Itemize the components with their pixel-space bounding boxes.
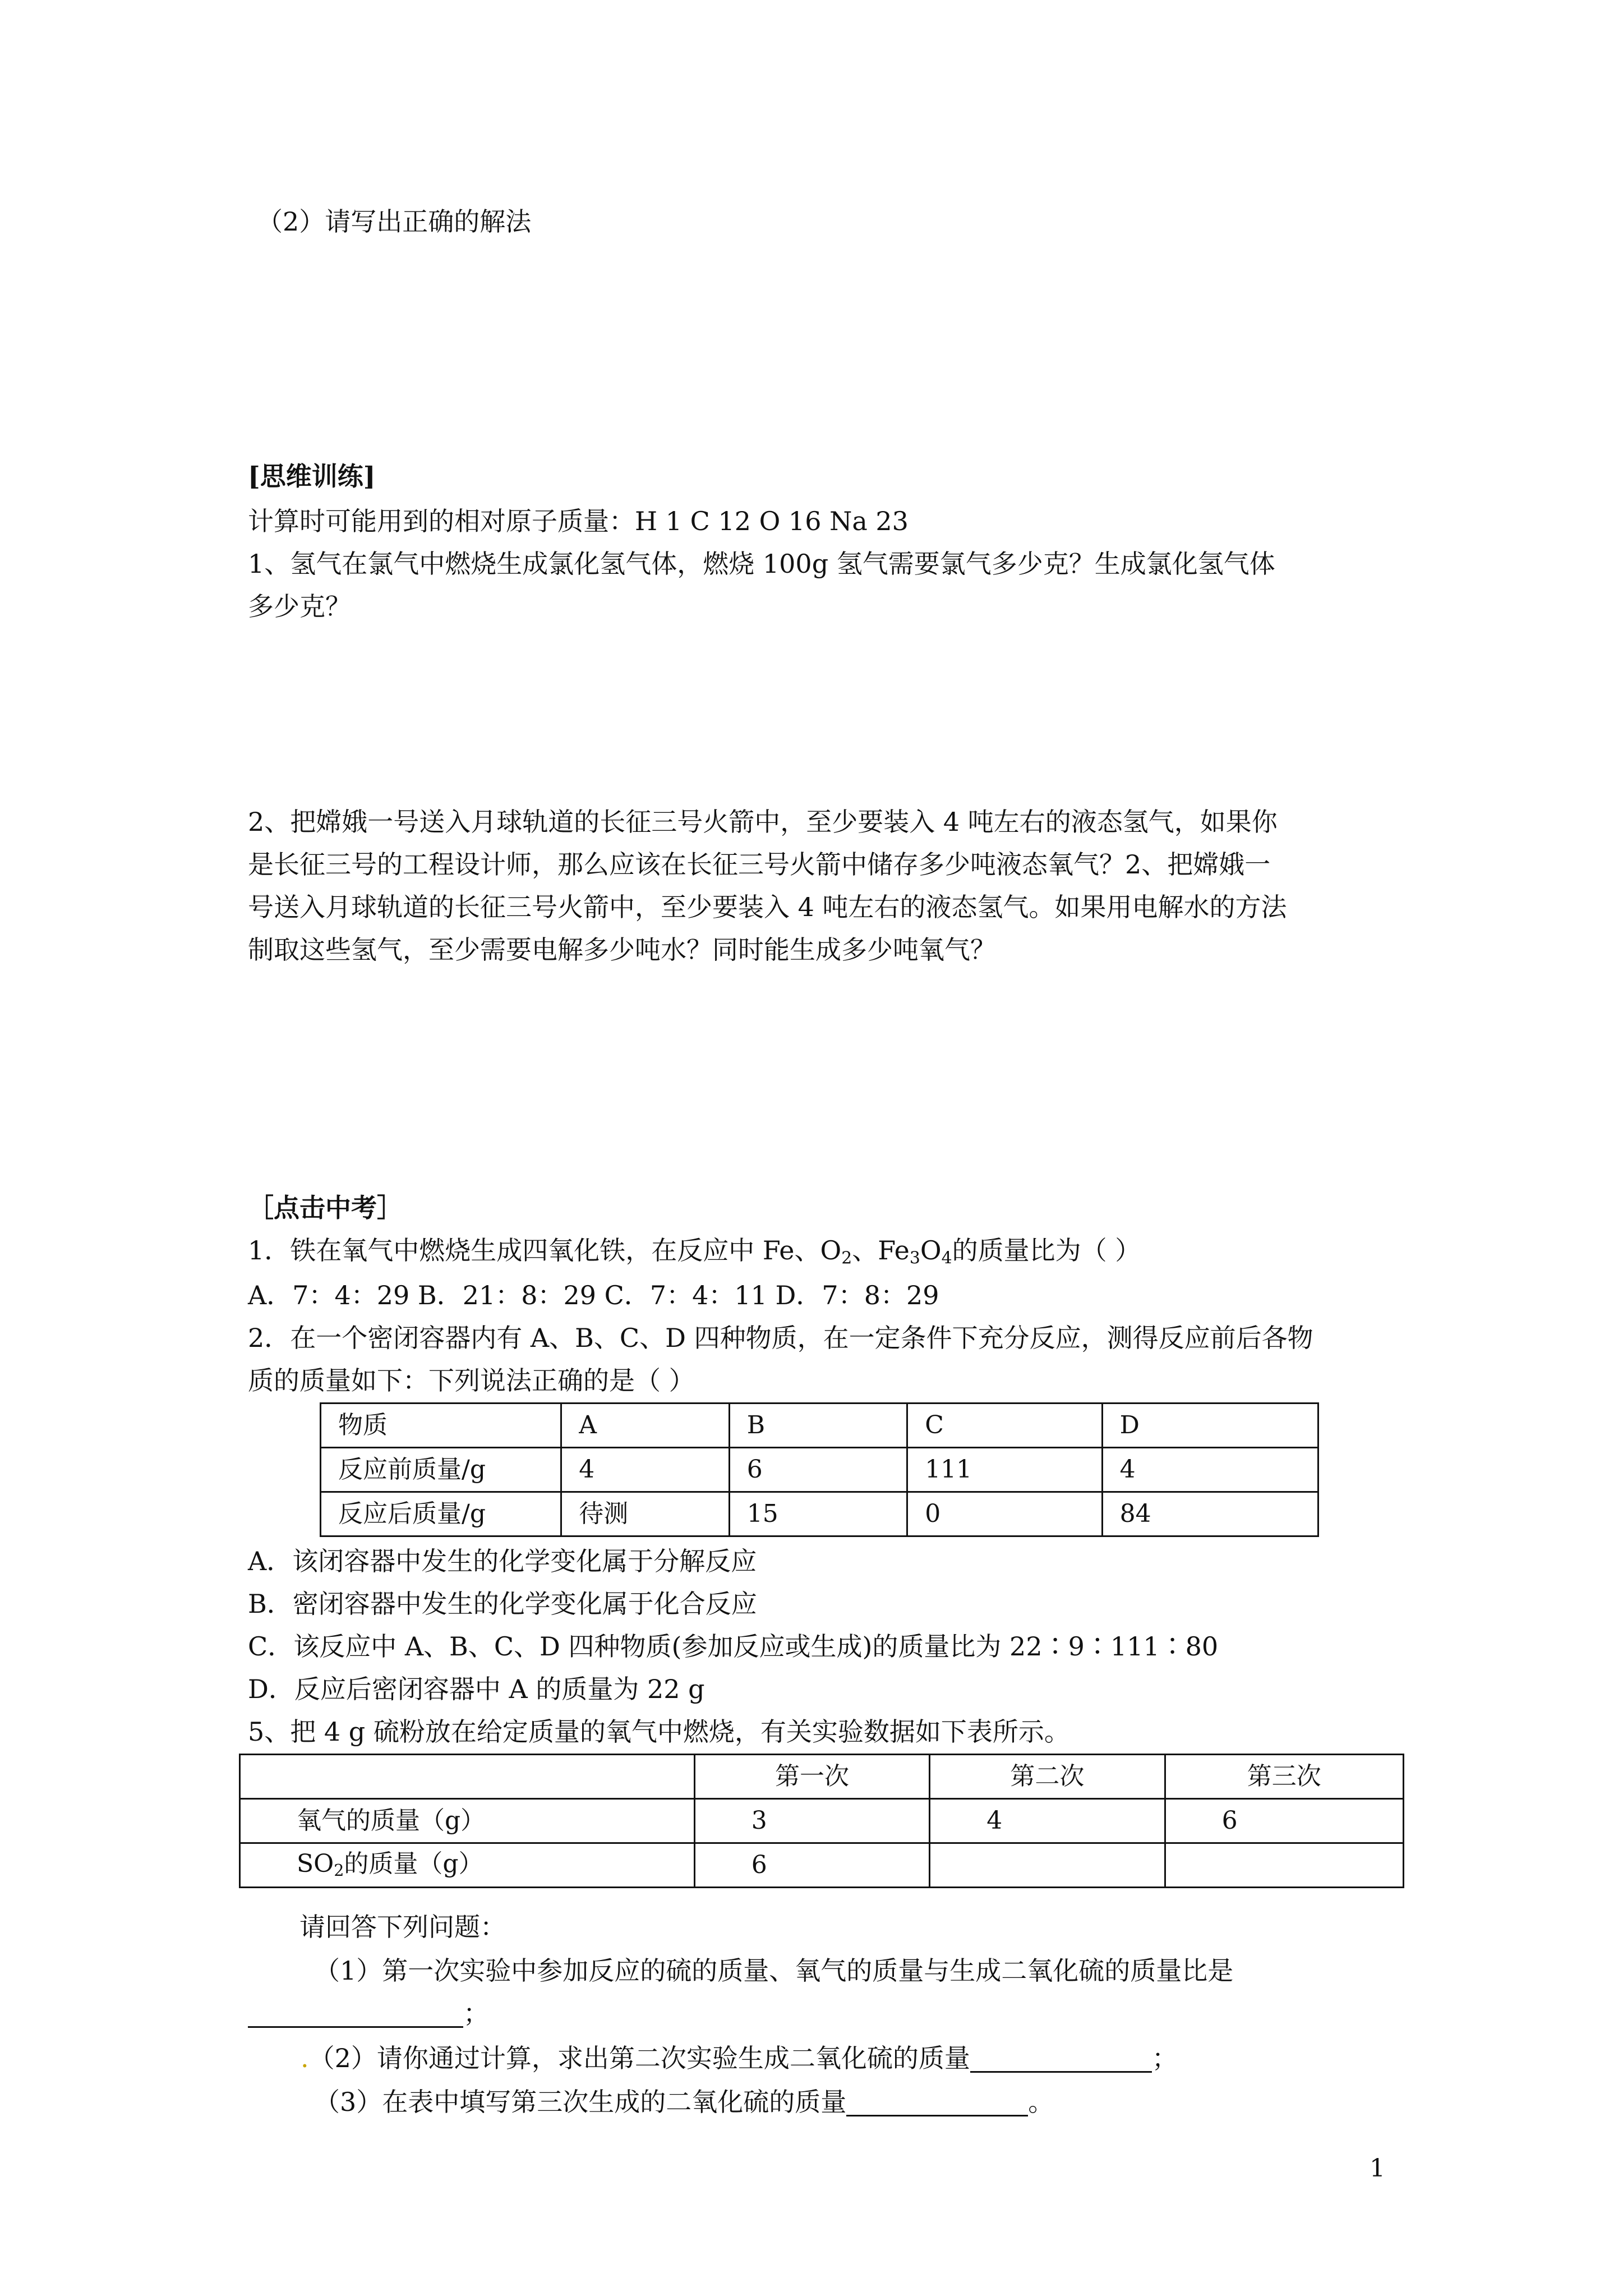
- q1-sub-fe: 3: [909, 1248, 920, 1268]
- q1-text-b: 、Fe: [852, 1235, 910, 1266]
- table-header-third: 第三次: [1165, 1755, 1403, 1799]
- table-cell: B: [729, 1404, 907, 1448]
- exam-q2-line1: 2．在一个密闭容器内有 A、B、C、D 四种物质，在一定条件下充分反应，测得反应前后各物: [248, 1323, 1313, 1353]
- table-cell: [1165, 1843, 1403, 1888]
- q1-text-d: 的质量比为（ ）: [952, 1235, 1141, 1266]
- sub3-text: （3）在表中填写第三次生成的二氧化硫的质量: [314, 2087, 847, 2117]
- table-row: [321, 1404, 1318, 1448]
- table-cell: 3: [694, 1799, 929, 1843]
- table-header-first: 第一次: [694, 1755, 929, 1799]
- q1-text-a: 1．铁在氧气中燃烧生成四氧化铁，在反应中 Fe、O: [248, 1235, 842, 1266]
- page-number: 1: [1370, 2154, 1385, 2183]
- sub1-line2: [248, 2000, 489, 2028]
- table-row: [240, 1755, 1404, 1799]
- table-cell: [930, 1843, 1165, 1888]
- mark-dot: .: [301, 2043, 309, 2073]
- table-header-second: 第二次: [930, 1755, 1165, 1799]
- exam-q1-options: A．7：4：29 B．21：8：29 C．7：4：11 D．7：8：29: [248, 1280, 939, 1310]
- q1-sub-o2: 2: [841, 1248, 852, 1268]
- exam-q5-line: 5、把 4 g 硫粉放在给定质量的氧气中燃烧，有关实验数据如下表所示。: [248, 1717, 1070, 1747]
- table-row: [321, 1492, 1318, 1536]
- exam-heading: ［点击中考］: [248, 1193, 403, 1223]
- exam-q1: [248, 1237, 1141, 1267]
- table-cell: 反应前质量/g: [321, 1448, 561, 1492]
- answer-prompt: 请回答下列问题：: [299, 1912, 506, 1942]
- table-cell: 0: [907, 1492, 1102, 1536]
- sub3-end: 。: [1028, 2087, 1054, 2117]
- table-cell: C: [907, 1404, 1102, 1448]
- mass-table: [320, 1402, 1319, 1537]
- table-cell: A: [561, 1404, 729, 1448]
- table-row: [321, 1448, 1318, 1492]
- sub1-end: ；: [463, 1998, 489, 2028]
- exam-q2-option-d: D．反应后密闭容器中 A 的质量为 22 g: [248, 1674, 705, 1704]
- sub1-line1: （1）第一次实验中参加反应的硫的质量、氧气的质量与生成二氧化硫的质量比是: [314, 1955, 1234, 1986]
- sulfur-table: [239, 1754, 1404, 1888]
- table-cell: 4: [1102, 1448, 1318, 1492]
- exam-q2-option-a: A．该闭容器中发生的化学变化属于分解反应: [248, 1546, 757, 1576]
- so2-label-b: 的质量（g）: [344, 1849, 483, 1879]
- exam-q2-line2: 质的质量如下：下列说法正确的是（ ）: [248, 1365, 695, 1396]
- table-cell: 15: [729, 1492, 907, 1536]
- thinking-q1-line1: 1、氢气在氯气中燃烧生成氯化氢气体，燃烧 100g 氢气需要氯气多少克？生成氯化氢气体: [248, 549, 1275, 579]
- table-row: [240, 1799, 1404, 1843]
- part2-prompt: （2）请写出正确的解法: [257, 206, 532, 237]
- row-label-so2: [240, 1843, 695, 1888]
- exam-q2-option-b: B．密闭容器中发生的化学变化属于化合反应: [248, 1589, 757, 1619]
- thinking-q2-line4: 制取这些氢气，至少需要电解多少吨水？同时能生成多少吨氧气？: [248, 935, 996, 965]
- thinking-q2-line2: 是长征三号的工程设计师，那么应该在长征三号火箭中储存多少吨液态氧气？2、把嫦娥一: [248, 849, 1271, 880]
- table-row: [240, 1843, 1404, 1888]
- table-cell: 6: [1165, 1799, 1403, 1843]
- table-cell: [240, 1755, 695, 1799]
- so2-label-sub: 2: [334, 1861, 344, 1880]
- sub3-line: [314, 2089, 1054, 2116]
- thinking-heading: [思维训练]: [248, 461, 376, 491]
- table-cell: 物质: [321, 1404, 561, 1448]
- table-cell: 待测: [561, 1492, 729, 1536]
- sub2-text: （2）请你通过计算，求出第二次实验生成二氧化硫的质量: [308, 2043, 970, 2073]
- q1-sub-o4: 4: [941, 1248, 952, 1268]
- table-cell: 反应后质量/g: [321, 1492, 561, 1536]
- thinking-q2-line1: 2、把嫦娥一号送入月球轨道的长征三号火箭中，至少要装入 4 吨左右的液态氢气，如果你: [248, 807, 1278, 837]
- table-cell: D: [1102, 1404, 1318, 1448]
- answer-blank[interactable]: [846, 2089, 1028, 2116]
- answer-blank[interactable]: [970, 2045, 1152, 2073]
- row-label-oxygen: 氧气的质量（g）: [240, 1799, 695, 1843]
- table-cell: 6: [694, 1843, 929, 1888]
- table-cell: 6: [729, 1448, 907, 1492]
- answer-blank[interactable]: [248, 2000, 463, 2028]
- sub2-end: ；: [1151, 2043, 1178, 2073]
- thinking-q1-line2: 多少克？: [248, 591, 351, 622]
- table-cell: 4: [561, 1448, 729, 1492]
- table-cell: 4: [930, 1799, 1165, 1843]
- table-cell: 111: [907, 1448, 1102, 1492]
- so2-label-a: SO: [297, 1849, 334, 1879]
- exam-q2-option-c: C．该反应中 A、B、C、D 四种物质(参加反应或生成)的质量比为 22∶9∶111∶80: [248, 1631, 1219, 1662]
- atomic-masses: 计算时可能用到的相对原子质量：H 1 C 12 O 16 Na 23: [248, 506, 909, 536]
- q1-text-c: O: [920, 1235, 942, 1266]
- sub2-line: [301, 2045, 1178, 2073]
- thinking-q2-line3: 号送入月球轨道的长征三号火箭中，至少要装入 4 吨左右的液态氢气。如果用电解水的方法: [248, 892, 1287, 922]
- table-cell: 84: [1102, 1492, 1318, 1536]
